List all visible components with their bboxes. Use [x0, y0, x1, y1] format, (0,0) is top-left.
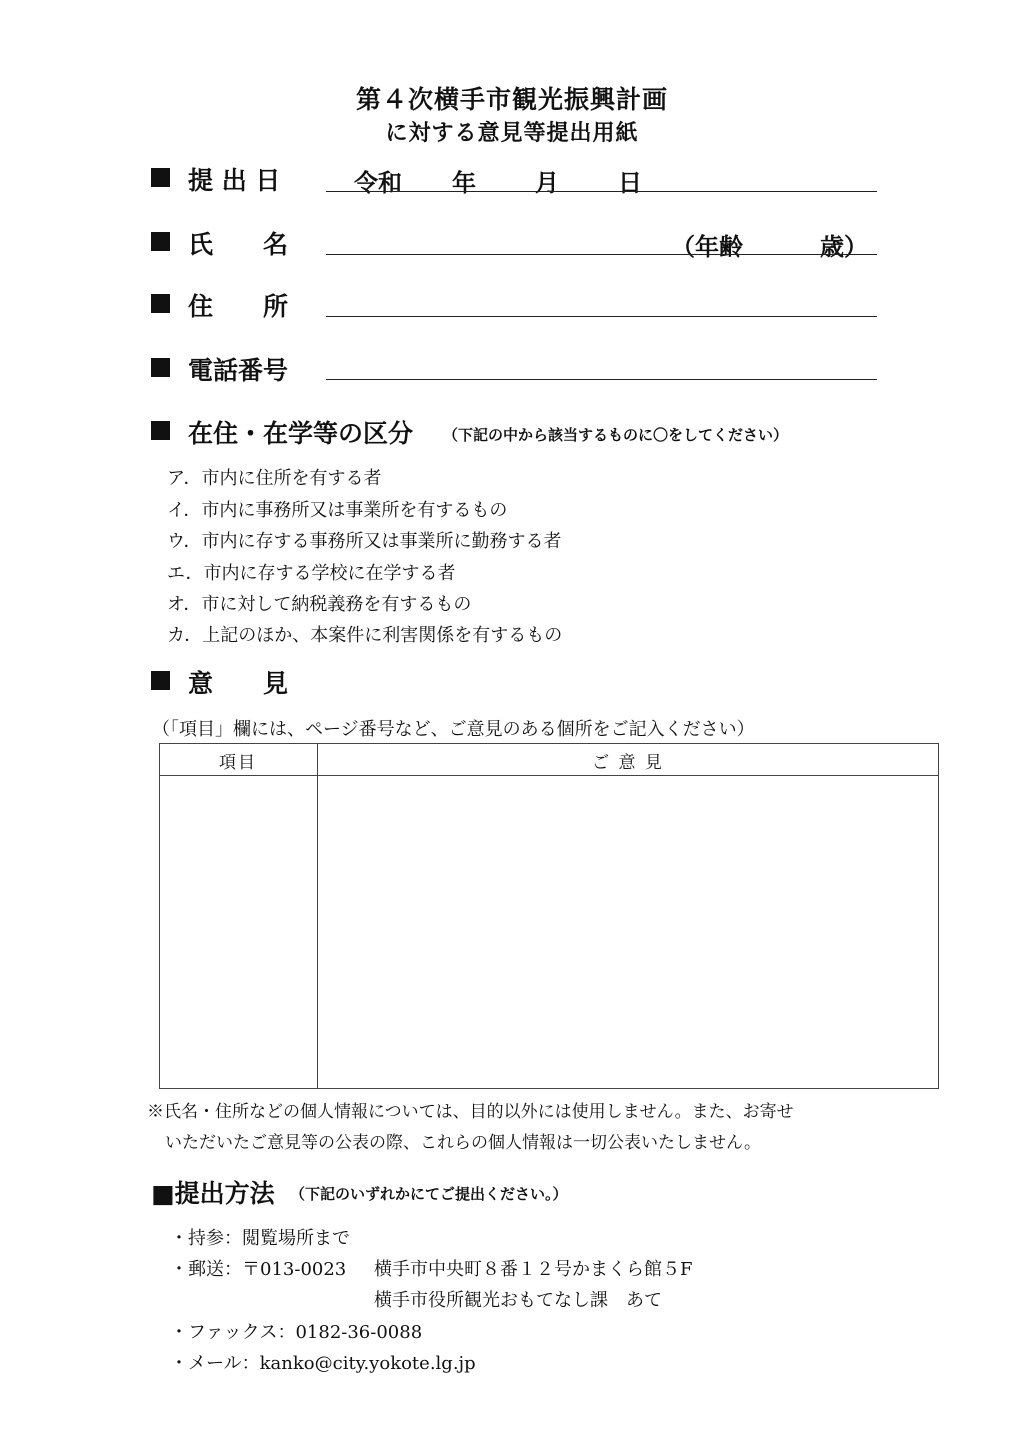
form-subtitle: に対する意見等提出用紙 [385, 121, 639, 146]
submit-date-input-line[interactable] [326, 191, 877, 192]
submit-date-label: 提 出 日 [188, 166, 281, 195]
submit-date-era: 令和 [354, 169, 402, 197]
bullet-square-icon [151, 671, 170, 690]
privacy-note-line2: いただいたご意見等の公表の際、これらの個人情報は一切公表いたしません。 [165, 1133, 762, 1153]
method-email: ・メール：kanko@city.yokote.lg.jp [170, 1353, 476, 1374]
phone-input-line[interactable] [326, 379, 877, 380]
submit-date-year: 年 [452, 169, 476, 197]
method-bring: ・持参：閲覧場所まで [170, 1228, 350, 1249]
bullet-square-icon [151, 232, 170, 251]
submit-date-month: 月 [535, 169, 559, 197]
method-mail: ・郵送：〒013-0023 [170, 1259, 347, 1280]
category-item: ア．市内に住所を有する者 [167, 468, 382, 489]
age-close-label: 歳） [820, 233, 868, 261]
method-fax: ・ファックス：0182-36-0088 [170, 1322, 423, 1343]
opinion-title: 意 見 [188, 669, 289, 698]
address-input-line[interactable] [326, 316, 877, 317]
submission-title: ■提出方法 [151, 1179, 275, 1208]
address-label: 住 所 [188, 292, 289, 321]
category-item: ウ．市内に存する事務所又は事業所に勤務する者 [167, 531, 562, 552]
category-note: （下記の中から該当するものに〇をしてください） [443, 426, 789, 444]
mail-address-line2: 横手市役所観光おもてなし課 あて [374, 1290, 662, 1311]
phone-label: 電話番号 [188, 356, 289, 385]
name-label: 氏 名 [188, 230, 289, 259]
submit-date-day: 日 [618, 169, 642, 197]
category-item: エ．市内に存する学校に在学する者 [167, 563, 456, 584]
mail-address-line1: 横手市中央町８番１２号かまくら館５F [374, 1259, 693, 1280]
category-item: イ．市内に事務所又は事業所を有するもの [167, 500, 508, 521]
opinion-table-header-line [159, 775, 939, 776]
age-open-label: （年齢 [671, 233, 743, 261]
opinion-input-cell[interactable] [319, 777, 937, 1087]
column-header-item: 項目 [219, 753, 257, 773]
category-item: カ．上記のほか、本案件に利害関係を有するもの [167, 625, 563, 646]
category-title: 在住・在学等の区分 [188, 419, 414, 448]
item-input-cell[interactable] [161, 777, 316, 1087]
column-header-opinion: ご 意 見 [592, 753, 664, 773]
bullet-square-icon [151, 421, 170, 440]
opinion-note: （「項目」欄には、ページ番号など、ご意見のある個所をご記入ください） [152, 719, 755, 740]
submission-note: （下記のいずれかにてご提出ください。） [290, 1185, 568, 1203]
opinion-table-divider [317, 743, 318, 1089]
form-title: 第４次横手市観光振興計画 [355, 85, 668, 114]
name-input-line[interactable] [326, 254, 877, 255]
bullet-square-icon [151, 358, 170, 377]
bullet-square-icon [151, 168, 170, 187]
bullet-square-icon [151, 294, 170, 313]
privacy-note-line1: ※氏名・住所などの個人情報については、目的以外には使用しません。また、お寄せ [147, 1102, 794, 1122]
category-item: オ．市に対して納税義務を有するもの [167, 594, 472, 615]
